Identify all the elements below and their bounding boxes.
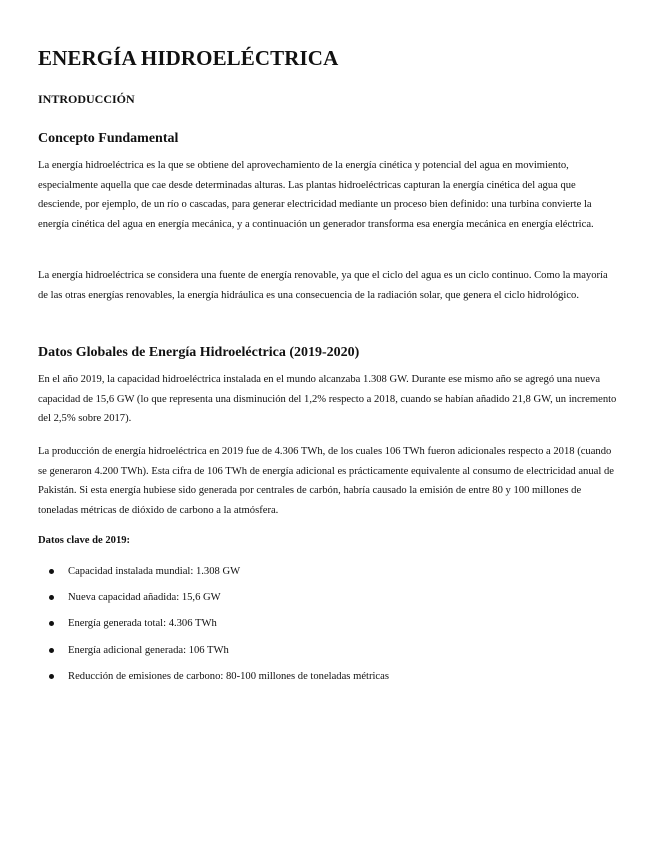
bullet-icon (49, 648, 54, 653)
key-data-item-text: Energía adicional generada: 106 TWh (68, 644, 229, 656)
key-data-item-text: Energía generada total: 4.306 TWh (68, 618, 217, 630)
paragraph-datos-2: La producción de energía hidroeléctrica en 2019 fue de 4.306 TWh, de los cuales 106 TWh fueron adicionales respecto a 2018 (cuando se generaron 4.200 TWh). Esta cifra de 106 TWh de energía adicional es prácticamente equivalente al consumo de electricidad anual de Pakistán. Si esta energía hubiese sido generada por centrales de carbón, habría causado la emisión de entre 80 y 100 millones de toneladas métricas de dióxido de carbono a la atmósfera. (38, 446, 614, 516)
key-data-list (38, 565, 618, 696)
introduction-heading: INTRODUCCIÓN (38, 92, 135, 106)
paragraph-concepto-1: La energía hidroeléctrica es la que se obtiene del aprovechamiento de la energía cinética y potencial del agua en movimiento, especialmente aquella que cae desde determinadas alturas. Las plantas hidroeléctricas capturan la energía cinética del agua que desciende, por ejemplo, de un río o cascadas, para generar electricidad mediante un proceso bien definido: una turbina convierte la energía cinética del agua en energía mecánica, y a continuación un generador transforma esa energía mecánica en energía eléctrica. (38, 160, 594, 230)
key-data-item (38, 617, 618, 643)
section-heading-datos-globales: Datos Globales de Energía Hidroeléctrica (2019-2020) (38, 345, 360, 360)
key-data-item-text: Nueva capacidad añadida: 15,6 GW (68, 592, 221, 604)
bullet-icon (49, 595, 54, 600)
key-data-item (38, 565, 618, 591)
bullet-icon (49, 569, 54, 574)
paragraph-concepto-2: La energía hidroeléctrica se considera una fuente de energía renovable, ya que el ciclo del agua es un ciclo continuo. Como la mayoría de las otras energías renovables, la energía hidráulica es una consecuencia de la radiación solar, que genera el ciclo hidrológico. (38, 270, 608, 301)
document-title: ENERGÍA HIDROELÉCTRICA (38, 46, 339, 70)
section-heading-concepto: Concepto Fundamental (38, 131, 179, 146)
key-data-item-text: Capacidad instalada mundial: 1.308 GW (68, 566, 241, 577)
paragraph-datos-1: En el año 2019, la capacidad hidroeléctrica instalada en el mundo alcanzaba 1.308 GW. Durante ese mismo año se agregó una nueva capacidad de 15,6 GW (lo que representa una disminución del 1,2% respecto a 2018, cuando se habían añadido 21,8 GW, un incremento del 2,5% sobre 2017). (38, 374, 617, 424)
bullet-icon (49, 674, 54, 679)
bullet-icon (49, 621, 54, 626)
key-data-item (38, 644, 618, 670)
key-data-label: Datos clave de 2019: (38, 535, 131, 546)
key-data-item (38, 591, 618, 617)
key-data-item (38, 670, 618, 696)
key-data-item-text: Reducción de emisiones de carbono: 80-100 millones de toneladas métricas (68, 670, 389, 682)
